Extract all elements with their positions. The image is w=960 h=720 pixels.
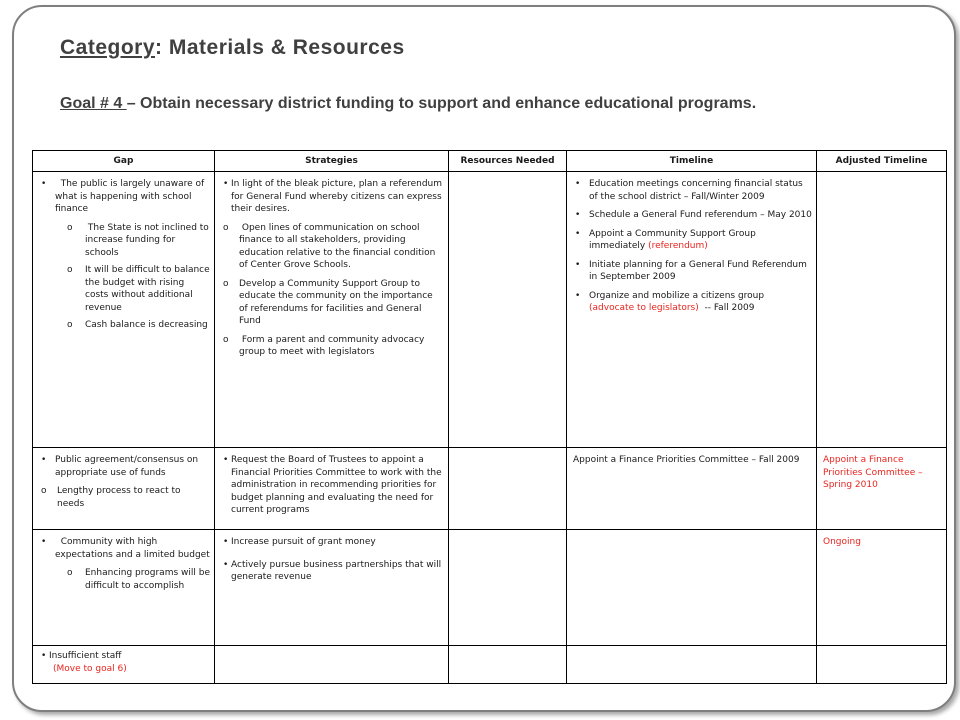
gap-sub-item	[39, 485, 210, 510]
table-row	[33, 646, 947, 684]
strategy-sub-text: Develop a Community Support Group to educate the community on the importance of referendums for facilities and General Fund	[239, 278, 433, 326]
gap-sub-text: The State is not inclined to increase funding for schools	[85, 222, 212, 258]
gap-sub-text: It will be difficult to balance the budget with rising costs without additional revenue	[85, 265, 210, 313]
timeline-note: (advocate to legislators)	[589, 303, 699, 313]
goal-plan-table	[32, 150, 947, 684]
resources-cell	[449, 646, 567, 684]
strategy-bullet: • In light of the bleak picture, plan a referendum for General Fund whereby citizens can express their desires.	[221, 178, 444, 216]
gap-bullet: • The public is largely unaware of what is happening with school finance	[39, 178, 210, 216]
title-category-value: : Materials & Resources	[155, 36, 405, 59]
resources-cell	[449, 530, 567, 646]
gap-bullet: • Public agreement/consensus on appropriate use of funds	[39, 454, 210, 479]
timeline-bullet	[573, 259, 812, 284]
sub-marker: o	[223, 222, 229, 233]
sub-marker: o	[223, 278, 229, 289]
sub-marker: o	[67, 320, 73, 330]
gap-sub-item	[39, 567, 210, 592]
adjusted-timeline-text: Ongoing	[823, 537, 861, 547]
gap-bullet: • Insufficient staff	[39, 650, 210, 663]
timeline-text: Organize and mobilize a citizens group	[589, 290, 765, 301]
adjusted-timeline-text: Appoint a Finance Priorities Committee – Spring 2010	[823, 455, 923, 490]
gap-sub-text: Enhancing programs will be difficult to accomplish	[85, 568, 210, 591]
gap-sub-item	[39, 222, 210, 260]
goal-number: Goal # 4	[60, 95, 127, 112]
sub-marker: o	[67, 568, 73, 578]
table-row	[33, 530, 947, 646]
strategy-bullet: • Actively pursue business partnerships that will generate revenue	[221, 559, 444, 584]
gap-sub-text: Lengthy process to react to needs	[57, 486, 181, 509]
timeline-bullet	[573, 178, 812, 203]
sub-marker: o	[67, 265, 73, 275]
strategies-cell	[215, 530, 449, 646]
gap-cell	[33, 646, 215, 684]
header-strategies: Strategies	[215, 151, 449, 172]
strategy-bullet: • Request the Board of Trustees to appoint a Financial Priorities Committee to work with the administration in recommending priorities for budget planning and evaluating the need for current programs	[221, 454, 444, 517]
strategies-cell	[215, 646, 449, 684]
resources-cell	[449, 448, 567, 530]
sub-marker: o	[223, 334, 229, 345]
sub-marker: o	[67, 222, 73, 233]
strategy-sub-item	[221, 334, 444, 359]
slide-title	[60, 36, 405, 60]
timeline-bullet	[573, 209, 812, 222]
gap-bullet: • Community with high expectations and a limited budget	[39, 536, 210, 561]
timeline-bullet	[573, 290, 812, 315]
table-row	[33, 172, 947, 448]
timeline-text: Appoint a Finance Priorities Committee – Fall 2009	[573, 455, 800, 465]
goal-heading	[60, 95, 756, 113]
timeline-cell	[567, 646, 817, 684]
timeline-text: Education meetings concerning financial status of the school district – Fall/Winter 2009	[589, 179, 803, 202]
gap-sub-item	[39, 264, 210, 314]
adjusted-timeline-cell	[817, 448, 947, 530]
timeline-text: -- Fall 2009	[698, 303, 755, 313]
strategy-sub-text: Open lines of communication on school finance to all stakeholders, providing education relative to the financial condition of Center Grove Schools.	[239, 222, 439, 270]
resources-cell	[449, 172, 567, 448]
header-gap: Gap	[33, 151, 215, 172]
adjusted-timeline-cell	[817, 172, 947, 448]
gap-cell	[33, 172, 215, 448]
gap-sub-text: Cash balance is decreasing	[85, 320, 208, 330]
table-header-row	[33, 151, 947, 172]
gap-note: (Move to goal 6)	[53, 663, 127, 674]
timeline-text: Initiate planning for a General Fund Referendum in September 2009	[589, 259, 807, 282]
strategy-bullet: • Increase pursuit of grant money	[221, 536, 444, 549]
header-adjusted-timeline: Adjusted Timeline	[817, 151, 947, 172]
strategy-sub-item	[221, 278, 444, 328]
timeline-text: Appoint a Community Support Group immediately	[589, 228, 756, 251]
adjusted-timeline-cell	[817, 646, 947, 684]
strategies-cell	[215, 172, 449, 448]
timeline-cell	[567, 172, 817, 448]
header-resources-needed: Resources Needed	[449, 151, 567, 172]
strategies-cell	[215, 448, 449, 530]
strategy-sub-item	[221, 222, 444, 272]
title-category-label: Category	[60, 36, 156, 59]
timeline-cell	[567, 448, 817, 530]
table-row	[33, 448, 947, 530]
header-timeline: Timeline	[567, 151, 817, 172]
gap-cell	[33, 530, 215, 646]
timeline-cell	[567, 530, 817, 646]
gap-sub-item	[39, 319, 210, 332]
timeline-note: (referendum)	[648, 241, 708, 251]
adjusted-timeline-cell	[817, 530, 947, 646]
strategy-sub-text: Form a parent and community advocacy group to meet with legislators	[239, 334, 428, 357]
timeline-text: Schedule a General Fund referendum – May 2010	[589, 210, 812, 220]
timeline-bullet	[573, 228, 812, 253]
sub-marker: o	[41, 486, 47, 496]
gap-cell	[33, 448, 215, 530]
goal-description: – Obtain necessary district funding to support and enhance educational programs.	[126, 95, 757, 112]
